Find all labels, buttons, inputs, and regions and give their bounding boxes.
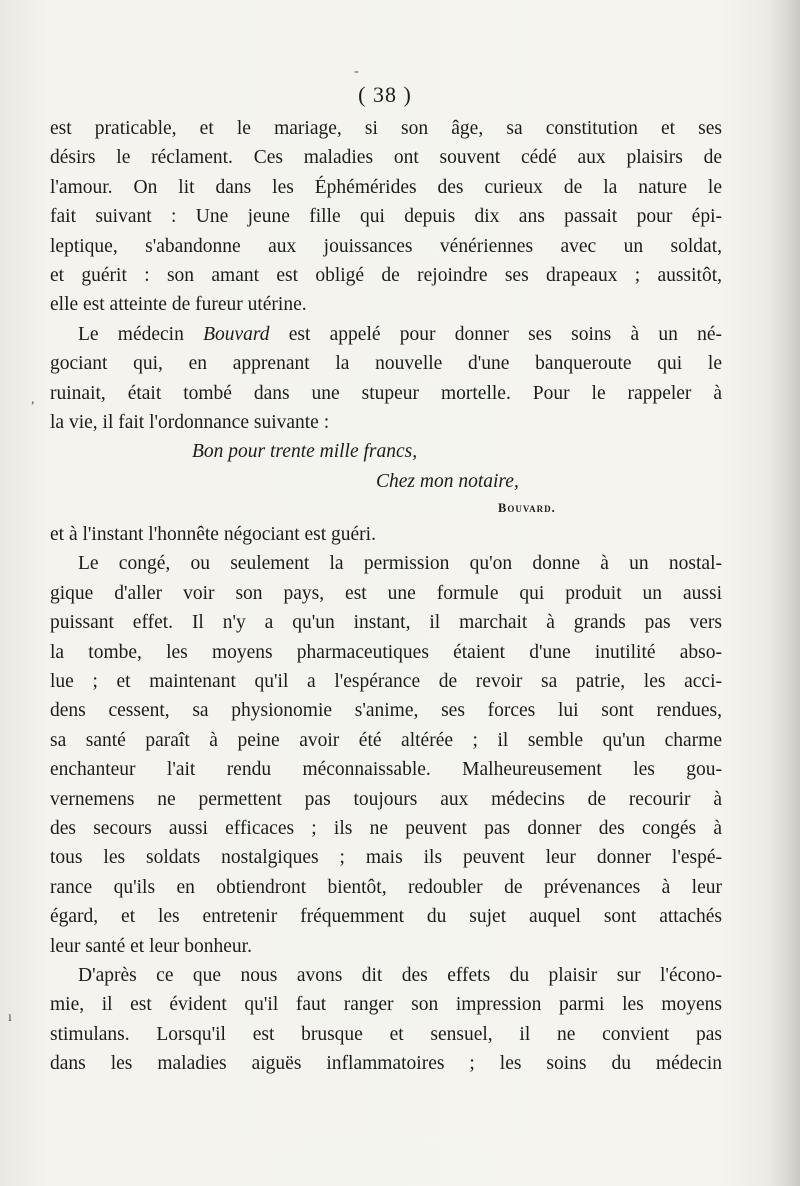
text-line: fait suivant : Une jeune fille qui depuis dix ans passait pour épi- bbox=[50, 206, 722, 228]
text-line: l'amour. On lit dans les Éphémérides des curieux de la nature le bbox=[50, 176, 722, 198]
text-line: enchanteur l'ait rendu méconnaissable. Malheureusement les gou- bbox=[50, 759, 722, 781]
text-line: D'après ce que nous avons dit des effets du plaisir sur l'écono- bbox=[78, 964, 722, 986]
text-line: et à l'instant l'honnête négociant est guéri. bbox=[50, 524, 376, 546]
page-gutter-shadow bbox=[766, 0, 800, 1186]
text-line: et guérit : son amant est obligé de rejoindre ses drapeaux ; aussitôt, bbox=[50, 264, 722, 286]
text-line: vernemens ne permettent pas toujours aux médecins de recourir à bbox=[50, 788, 722, 810]
text-line: gique d'aller voir son pays, est une formule qui produit un aussi bbox=[50, 582, 722, 604]
prescription-line: Chez mon notaire, bbox=[376, 470, 519, 492]
text-run: est appelé pour donner ses soins à un né- bbox=[269, 323, 722, 345]
text-run: Le médecin bbox=[78, 323, 204, 345]
text-line: égard, et les entretenir fréquemment du sujet auquel sont attachés bbox=[50, 906, 722, 928]
text-line: désirs le réclament. Ces maladies ont souvent cédé aux plaisirs de bbox=[50, 147, 722, 169]
text-line: sa santé paraît à peine avoir été altérée ; il semble qu'un charme bbox=[50, 729, 722, 751]
text-line: dens cessent, sa physionomie s'anime, ses forces lui sont rendues, bbox=[50, 700, 722, 722]
text-line: elle est atteinte de fureur utérine. bbox=[50, 294, 307, 316]
text-line: est praticable, et le mariage, si son âge, sa constitution et ses bbox=[50, 118, 722, 139]
text-line: la tombe, les moyens pharmaceutiques étaient d'une inutilité abso- bbox=[50, 641, 722, 663]
text-line: des secours aussi efficaces ; ils ne peuvent pas donner des congés à bbox=[50, 817, 722, 839]
name-italic: Bouvard bbox=[203, 323, 270, 345]
text-line: dans les maladies aiguës inflammatoires ; les soins du médecin bbox=[50, 1053, 722, 1075]
prescription-signature: Bouvard. bbox=[498, 501, 556, 516]
text-line: leptique, s'abandonne aux jouissances vénériennes avec un soldat, bbox=[50, 235, 722, 257]
text-line: leur santé et leur bonheur. bbox=[50, 935, 252, 957]
text-line: rance qu'ils en obtiendront bientôt, redoubler de prévenances à leur bbox=[50, 876, 722, 898]
text-line: tous les soldats nostalgiques ; mais ils peuvent leur donner l'espé- bbox=[50, 847, 722, 869]
text-line: gociant qui, en apprenant la nouvelle d'une banqueroute qui le bbox=[50, 353, 722, 375]
text-line: stimulans. Lorsqu'il est brusque et sensuel, il ne convient pas bbox=[50, 1023, 722, 1045]
margin-speck: ı bbox=[8, 1010, 12, 1025]
text-line: la vie, il fait l'ordonnance suivante : bbox=[50, 411, 330, 433]
text-line: lue ; et maintenant qu'il a l'espérance de revoir sa patrie, les acci- bbox=[50, 671, 722, 693]
text-line bbox=[50, 320, 722, 349]
margin-speck: - bbox=[354, 64, 359, 79]
prescription-line: Bon pour trente mille francs, bbox=[192, 441, 418, 463]
text-line: ruinait, était tombé dans une stupeur mortelle. Pour le rappeler à bbox=[50, 382, 722, 404]
text-line: Le congé, ou seulement la permission qu'on donne à un nostal- bbox=[78, 553, 722, 575]
text-line: puissant effet. Il n'y a qu'un instant, il marchait à grands pas vers bbox=[50, 612, 722, 634]
text-line: mie, il est évident qu'il faut ranger son impression parmi les moyens bbox=[50, 994, 722, 1016]
margin-speck: , bbox=[31, 392, 35, 407]
body-text bbox=[50, 114, 722, 1079]
page-number: ( 38 ) bbox=[358, 82, 412, 107]
